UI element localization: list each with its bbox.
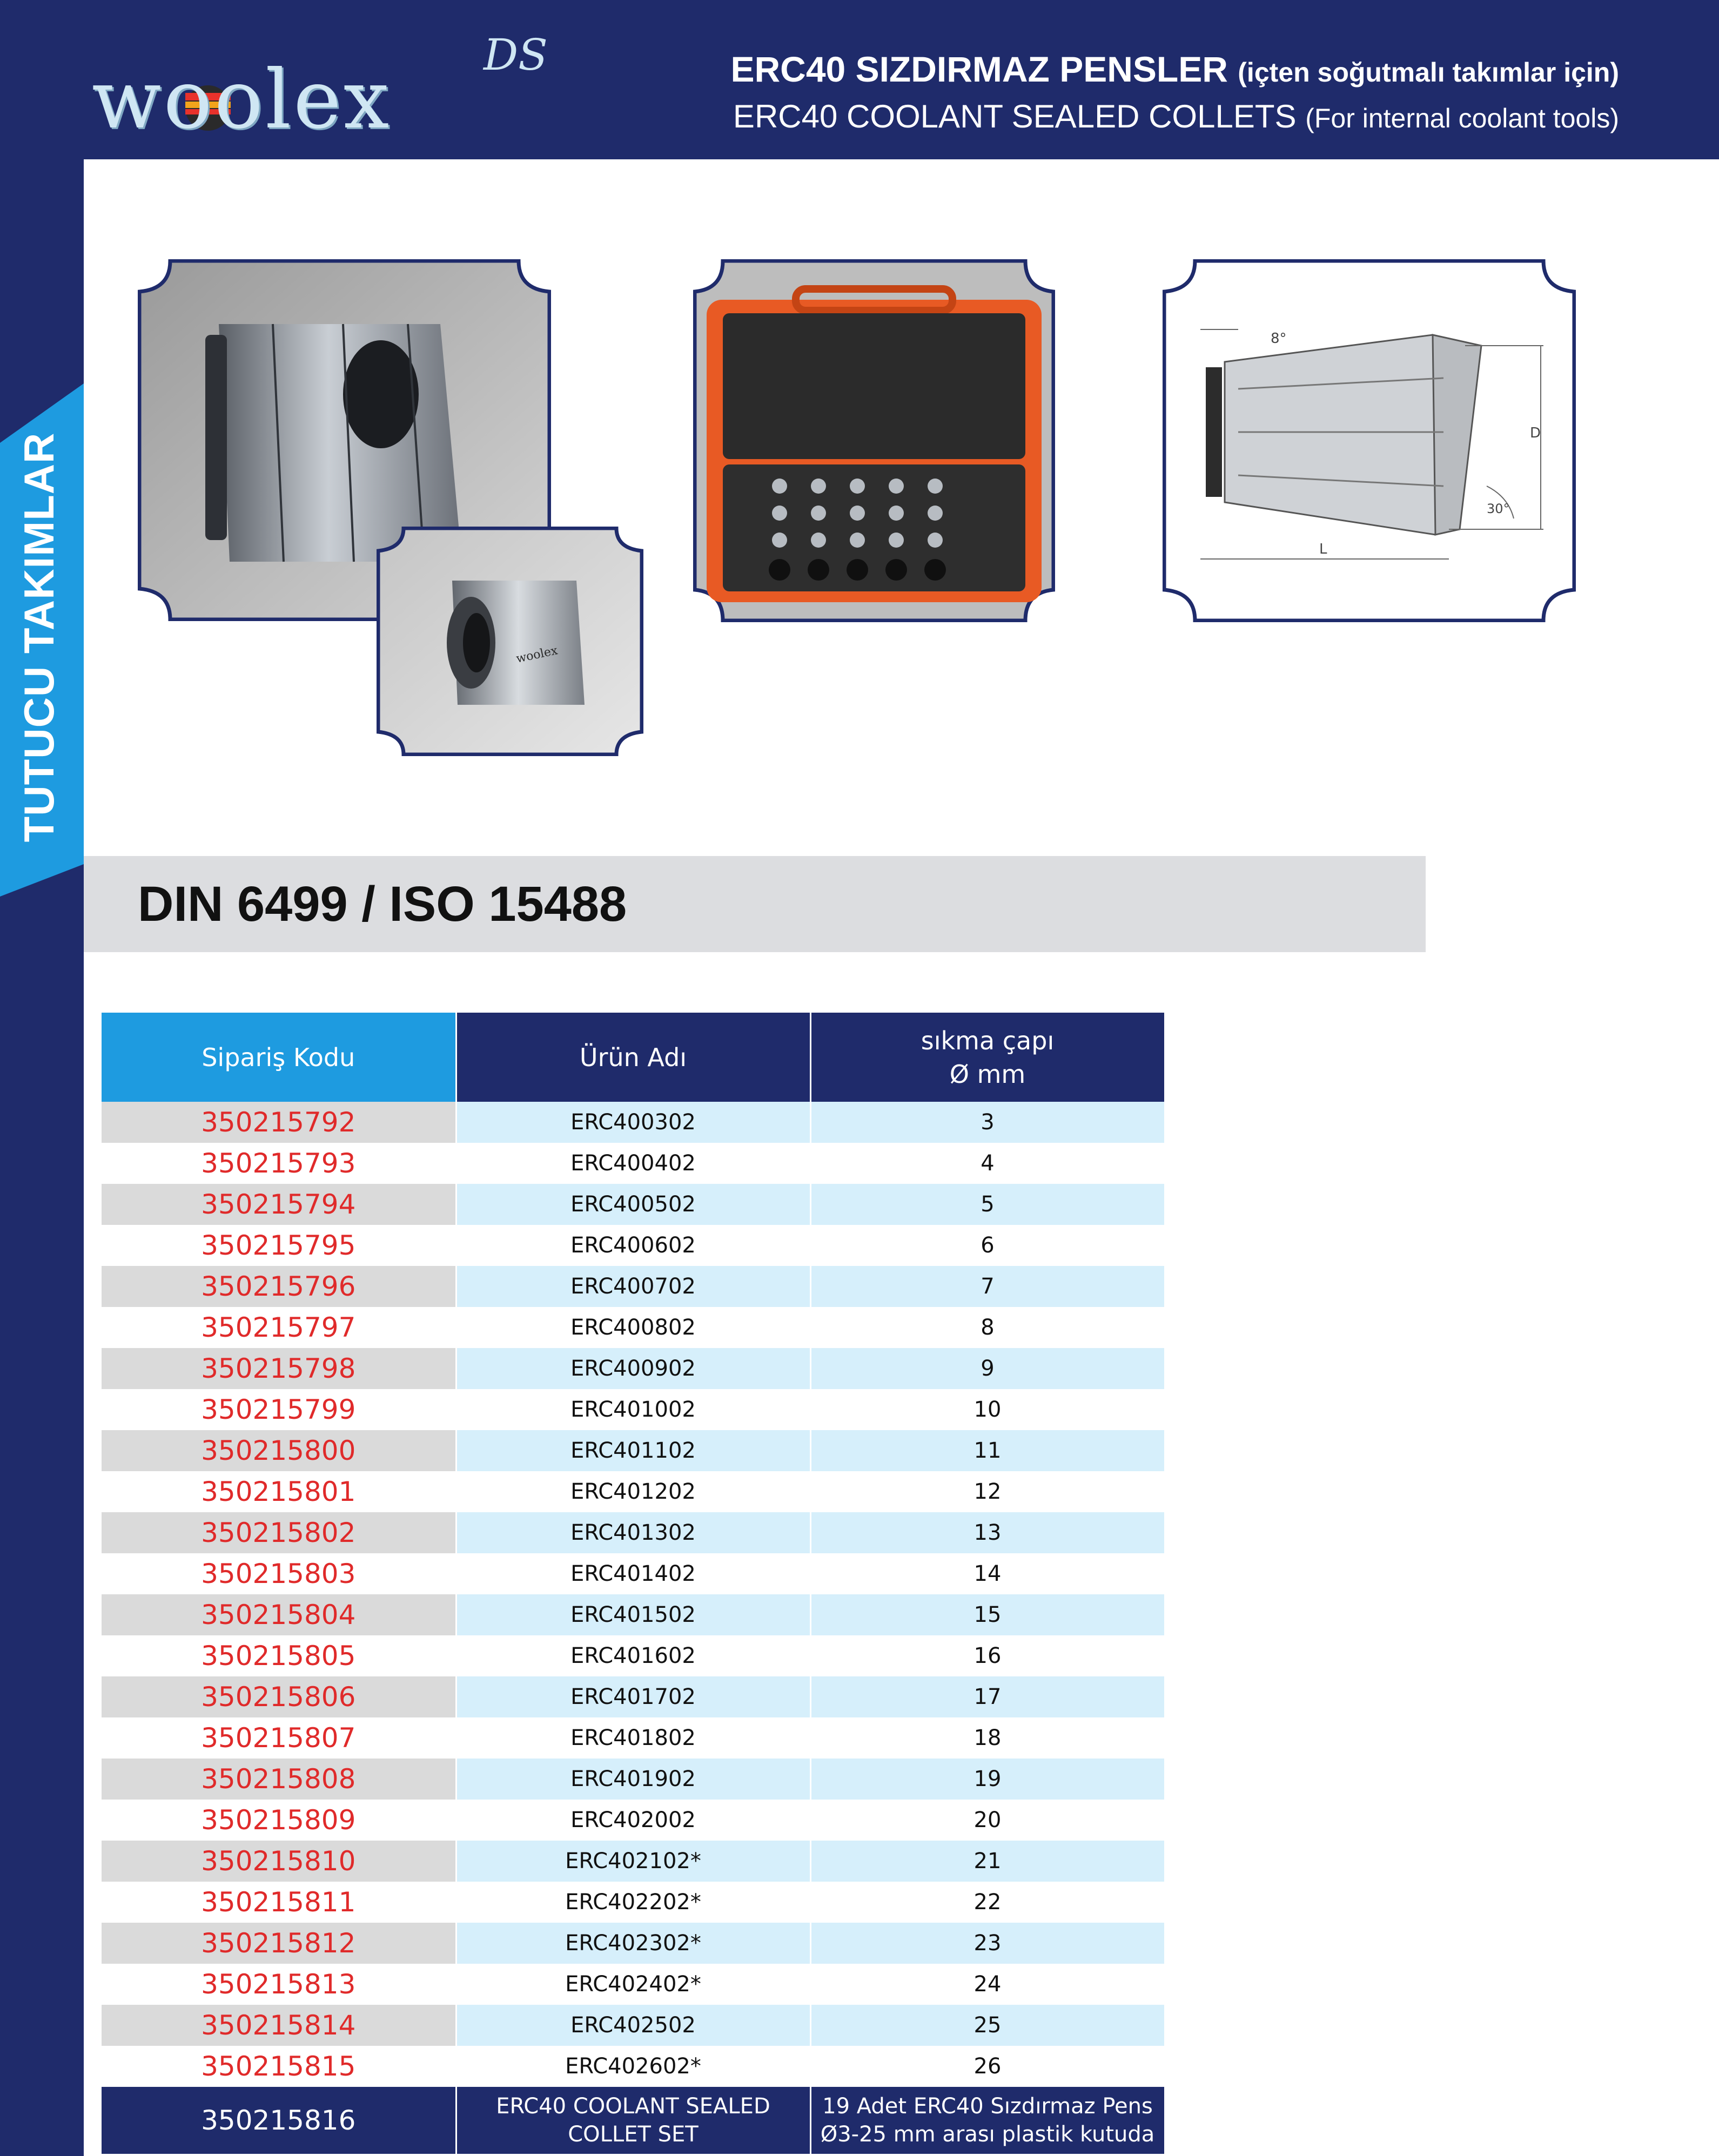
title-turkish-sub: (içten soğutmalı takımlar için) [1238, 57, 1619, 87]
dim-top-angle: 8° [1271, 331, 1287, 347]
set-row [102, 2087, 1165, 2154]
header-product-name: Ürün Adı [456, 1013, 810, 1102]
clamping-diameter: 20 [810, 1800, 1165, 1841]
product-name: ERC402402* [456, 1964, 810, 2005]
order-code: 350215815 [102, 2046, 456, 2087]
header-dia-line1: sıkma çapı [921, 1026, 1055, 1055]
clamping-diameter: 4 [810, 1143, 1165, 1184]
set-order-code: 350215816 [102, 2087, 456, 2154]
order-code: 350215810 [102, 1841, 456, 1882]
clamping-diameter: 14 [810, 1553, 1165, 1594]
table-row [102, 1964, 1165, 2005]
table-row [102, 1841, 1165, 1882]
table-row [102, 1266, 1165, 1307]
table-row [102, 1307, 1165, 1348]
title-english-sub: (For internal coolant tools) [1305, 103, 1619, 133]
product-table [102, 1013, 1166, 2154]
title-english-main: ERC40 COOLANT SEALED COLLETS [733, 98, 1297, 134]
dim-length: L [1319, 541, 1327, 557]
order-code: 350215812 [102, 1923, 456, 1964]
title-english [733, 96, 1619, 139]
product-name: ERC401102 [456, 1430, 810, 1471]
table-row [102, 1759, 1165, 1800]
table-row [102, 1225, 1165, 1266]
clamping-diameter: 3 [810, 1102, 1165, 1143]
clamping-diameter: 17 [810, 1676, 1165, 1717]
product-name: ERC400702 [456, 1266, 810, 1307]
order-code: 350215797 [102, 1307, 456, 1348]
product-name: ERC402302* [456, 1923, 810, 1964]
table-row [102, 1143, 1165, 1184]
product-name: ERC402002 [456, 1800, 810, 1841]
table-row [102, 1430, 1165, 1471]
product-name: ERC400602 [456, 1225, 810, 1266]
product-name: ERC402602* [456, 2046, 810, 2087]
order-code: 350215795 [102, 1225, 456, 1266]
clamping-diameter: 7 [810, 1266, 1165, 1307]
header-order-code: Sipariş Kodu [102, 1013, 456, 1102]
clamping-diameter: 22 [810, 1882, 1165, 1923]
order-code: 350215808 [102, 1759, 456, 1800]
table-row [102, 1882, 1165, 1923]
order-code: 350215800 [102, 1430, 456, 1471]
order-code: 350215803 [102, 1553, 456, 1594]
logo-ds: DS [484, 30, 548, 80]
set-name-line1: ERC40 COOLANT SEALED [496, 2094, 770, 2119]
product-name: ERC400502 [456, 1184, 810, 1225]
order-code: 350215799 [102, 1389, 456, 1430]
logo-text: woolex [92, 53, 392, 147]
product-name: ERC401402 [456, 1553, 810, 1594]
table-row [102, 1594, 1165, 1635]
header-dia-line2: Ø mm [949, 1059, 1026, 1089]
table-header-row [102, 1013, 1165, 1102]
clamping-diameter: 19 [810, 1759, 1165, 1800]
product-name: ERC401302 [456, 1512, 810, 1553]
table-row [102, 1676, 1165, 1717]
clamping-diameter: 11 [810, 1430, 1165, 1471]
order-code: 350215802 [102, 1512, 456, 1553]
set-description [810, 2087, 1165, 2154]
order-code: 350215814 [102, 2005, 456, 2046]
collet-engraving: woolex [515, 644, 559, 666]
order-code: 350215811 [102, 1882, 456, 1923]
product-name: ERC400902 [456, 1348, 810, 1389]
collet-photo-small [377, 527, 643, 756]
table-row [102, 1717, 1165, 1759]
clamping-diameter: 18 [810, 1717, 1165, 1759]
product-name: ERC401602 [456, 1635, 810, 1676]
product-name: ERC401502 [456, 1594, 810, 1635]
clamping-diameter: 15 [810, 1594, 1165, 1635]
table-row [102, 2046, 1165, 2087]
product-name: ERC400402 [456, 1143, 810, 1184]
order-code: 350215804 [102, 1594, 456, 1635]
collet-technical-drawing [1163, 259, 1576, 622]
clamping-diameter: 5 [810, 1184, 1165, 1225]
product-name: ERC400802 [456, 1307, 810, 1348]
clamping-diameter: 24 [810, 1964, 1165, 2005]
set-desc-line1: 19 Adet ERC40 Sızdırmaz Pens [822, 2094, 1153, 2119]
clamping-diameter: 26 [810, 2046, 1165, 2087]
order-code: 350215801 [102, 1471, 456, 1512]
collet-set-case-photo [693, 259, 1055, 622]
table-row [102, 1923, 1165, 1964]
table-row [102, 1471, 1165, 1512]
dim-diameter: D [1530, 425, 1541, 441]
clamping-diameter: 8 [810, 1307, 1165, 1348]
title-turkish [730, 48, 1619, 94]
set-product-name [456, 2087, 810, 2154]
product-name: ERC401902 [456, 1759, 810, 1800]
product-name: ERC402202* [456, 1882, 810, 1923]
header-clamping-diameter [810, 1013, 1165, 1102]
woolex-logo [86, 32, 551, 146]
order-code: 350215809 [102, 1800, 456, 1841]
order-code: 350215796 [102, 1266, 456, 1307]
order-code: 350215813 [102, 1964, 456, 2005]
order-code: 350215792 [102, 1102, 456, 1143]
product-name: ERC402502 [456, 2005, 810, 2046]
order-code: 350215806 [102, 1676, 456, 1717]
standard-title: DIN 6499 / ISO 15488 [138, 877, 627, 932]
clamping-diameter: 13 [810, 1512, 1165, 1553]
clamping-diameter: 25 [810, 2005, 1165, 2046]
product-name: ERC402102* [456, 1841, 810, 1882]
order-code: 350215807 [102, 1717, 456, 1759]
table-row [102, 1635, 1165, 1676]
title-turkish-main: ERC40 SIZDIRMAZ PENSLER [730, 49, 1228, 89]
clamping-diameter: 12 [810, 1471, 1165, 1512]
side-tab-label: TUTUCU TAKIMLAR [15, 432, 63, 843]
product-name: ERC401002 [456, 1389, 810, 1430]
set-name-line2: COLLET SET [568, 2122, 699, 2147]
table-row [102, 1553, 1165, 1594]
clamping-diameter: 16 [810, 1635, 1165, 1676]
dim-angle: 30° [1487, 501, 1510, 516]
table-row [102, 1800, 1165, 1841]
table-row [102, 1512, 1165, 1553]
product-name: ERC401202 [456, 1471, 810, 1512]
order-code: 350215805 [102, 1635, 456, 1676]
clamping-diameter: 10 [810, 1389, 1165, 1430]
product-name: ERC401702 [456, 1676, 810, 1717]
clamping-diameter: 21 [810, 1841, 1165, 1882]
order-code: 350215794 [102, 1184, 456, 1225]
table-row [102, 1348, 1165, 1389]
clamping-diameter: 6 [810, 1225, 1165, 1266]
table-row [102, 1102, 1165, 1143]
table-row [102, 1389, 1165, 1430]
set-desc-line2: Ø3-25 mm arası plastik kutuda [820, 2122, 1155, 2147]
clamping-diameter: 9 [810, 1348, 1165, 1389]
standard-bar [84, 856, 1426, 952]
product-name: ERC400302 [456, 1102, 810, 1143]
order-code: 350215793 [102, 1143, 456, 1184]
table-row [102, 2005, 1165, 2046]
clamping-diameter: 23 [810, 1923, 1165, 1964]
table-row [102, 1184, 1165, 1225]
order-code: 350215798 [102, 1348, 456, 1389]
product-name: ERC401802 [456, 1717, 810, 1759]
